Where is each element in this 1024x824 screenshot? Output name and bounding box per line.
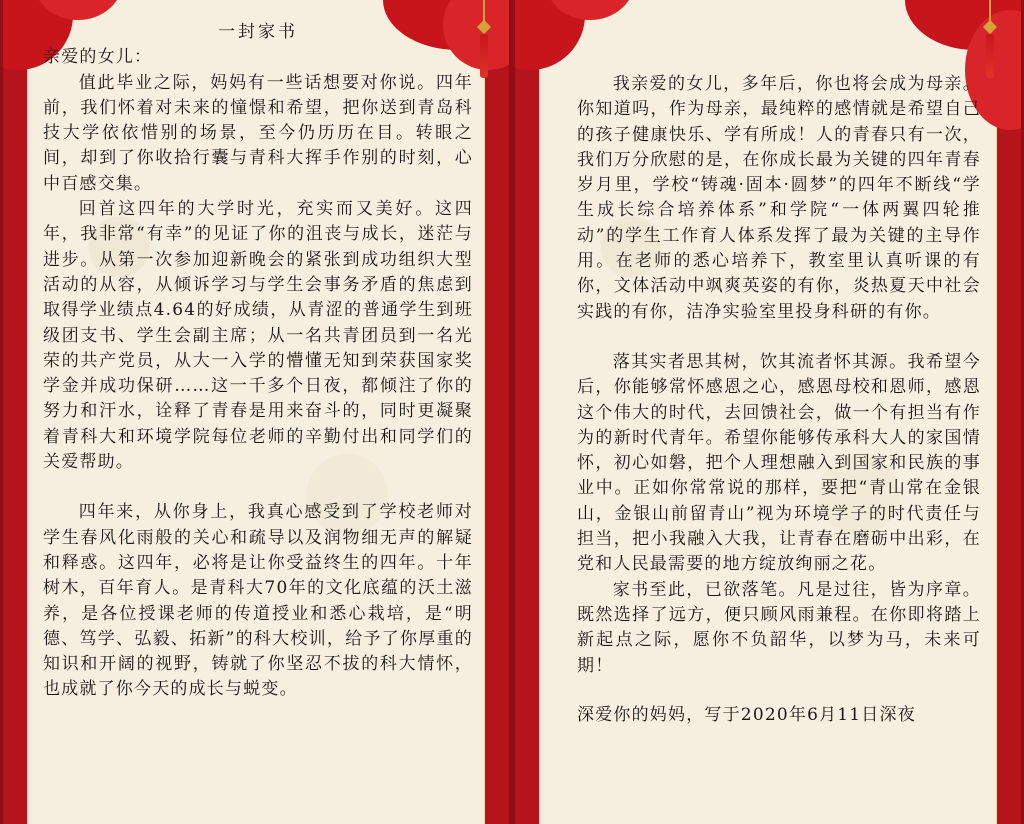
letter-right-text: [577, 72, 981, 728]
letter-title: 一封家书: [218, 22, 298, 42]
letter-paragraph: 四年来，从你身上，我真心感受到了学校老师对学生春风化雨般的关心和疏导以及润物细无声的解疑和释惑。这四年，必将是让你受益终生的四年。十年树木，百年育人。是青科大70年的文化底蕴的沃土滋养，是各位授课老师的传道授业和悉心栽培，是“明德、笃学、弘毅、拓新”的科大校训，给予了你厚重的知识和开阔的视野，铸就了你坚忍不拔的科大情怀，也成就了你今天的成长与蜕变。: [43, 502, 473, 700]
letter-paragraph: 家书至此，已欲落笔。凡是过往，皆为序章。既然选择了远方，便只顾风雨兼程。在你即将踏上新起点之际，愿你不负韶华，以梦为马，未来可期！: [577, 579, 981, 676]
red-tassel: [986, 34, 994, 78]
letter-left-text: [43, 20, 473, 703]
letter-paragraph: 值此毕业之际，妈妈有一些话想要对你说。四年前，我们怀着对未来的憧憬和希望，把你送到青岛科技大学依依惜别的场景，至今仍历历在目。转眼之间，却到了你收拾行囊与青科大挥手作别的时刻，心中百感交集。: [43, 72, 473, 194]
letter-paragraph: 落其实者思其树，饮其流者怀其源。我希望今后，你能够常怀感恩之心，感恩母校和恩师，感恩这个伟大的时代，去回馈社会，做一个有担当有作为的新时代青年。希望你能够传承科大人的家国情怀，初心如磐，把个人理想融入到国家和民族的事业中。正如你常常说的那样，要把“青山常在金银山，金银山前留青山”视为环境学子的时代责任与担当，把小我融入大我，让青春在磨砺中出彩，在党和人民最需要的地方绽放绚丽之花。: [577, 351, 981, 575]
letter-paragraph: 我亲爱的女儿，多年后，你也将会成为母亲。你知道吗，作为母亲，最纯粹的感情就是希望自己的孩子健康快乐、学有所成！人的青春只有一次，我们万分欣慰的是，在你成长最为关键的四年青春岁月里，学校“铸魂·固本·圆梦”的四年不断线“学生成长综合培养体系”和学院“一体两翼四轮推动”的学生工作育人体系发挥了最为关键的主导作用。在老师的悉心培养下，教室里认真听课的有你，文体活动中飒爽英姿的有你，炎热夏天中社会实践的有你，洁净实验室里投身科研的有你。: [577, 74, 981, 322]
letter-signature: 深爱你的妈妈，写于2020年6月11日深夜: [577, 704, 916, 725]
letter-paragraph: 回首这四年的大学时光，充实而又美好。这四年，我非常“有幸”的见证了你的沮丧与成长，迷茫与进步。从第一次参加迎新晚会的紧张到成功组织大型活动的从容，从倾诉学习与学生会事务矛盾的焦虑到取得学业绩点4.64的好成绩，从青涩的普通学生到班级团支书、学生会副主席；从一名共青团员到一名光荣的共产党员，从大一入学的懵懂无知到荣获国家奖学金并成功保研……这一千多个日夜，都倾注了你的努力和汗水，诠释了青春是用来奋斗的，同时更凝聚着青科大和环境学院每位老师的辛勤付出和同学们的关爱帮助。: [43, 199, 473, 473]
letter-greeting: 亲爱的女儿：: [43, 47, 153, 68]
letter-left-panel: [3, 0, 509, 824]
letter-right-panel: [515, 0, 1021, 824]
red-tassel: [480, 34, 488, 78]
